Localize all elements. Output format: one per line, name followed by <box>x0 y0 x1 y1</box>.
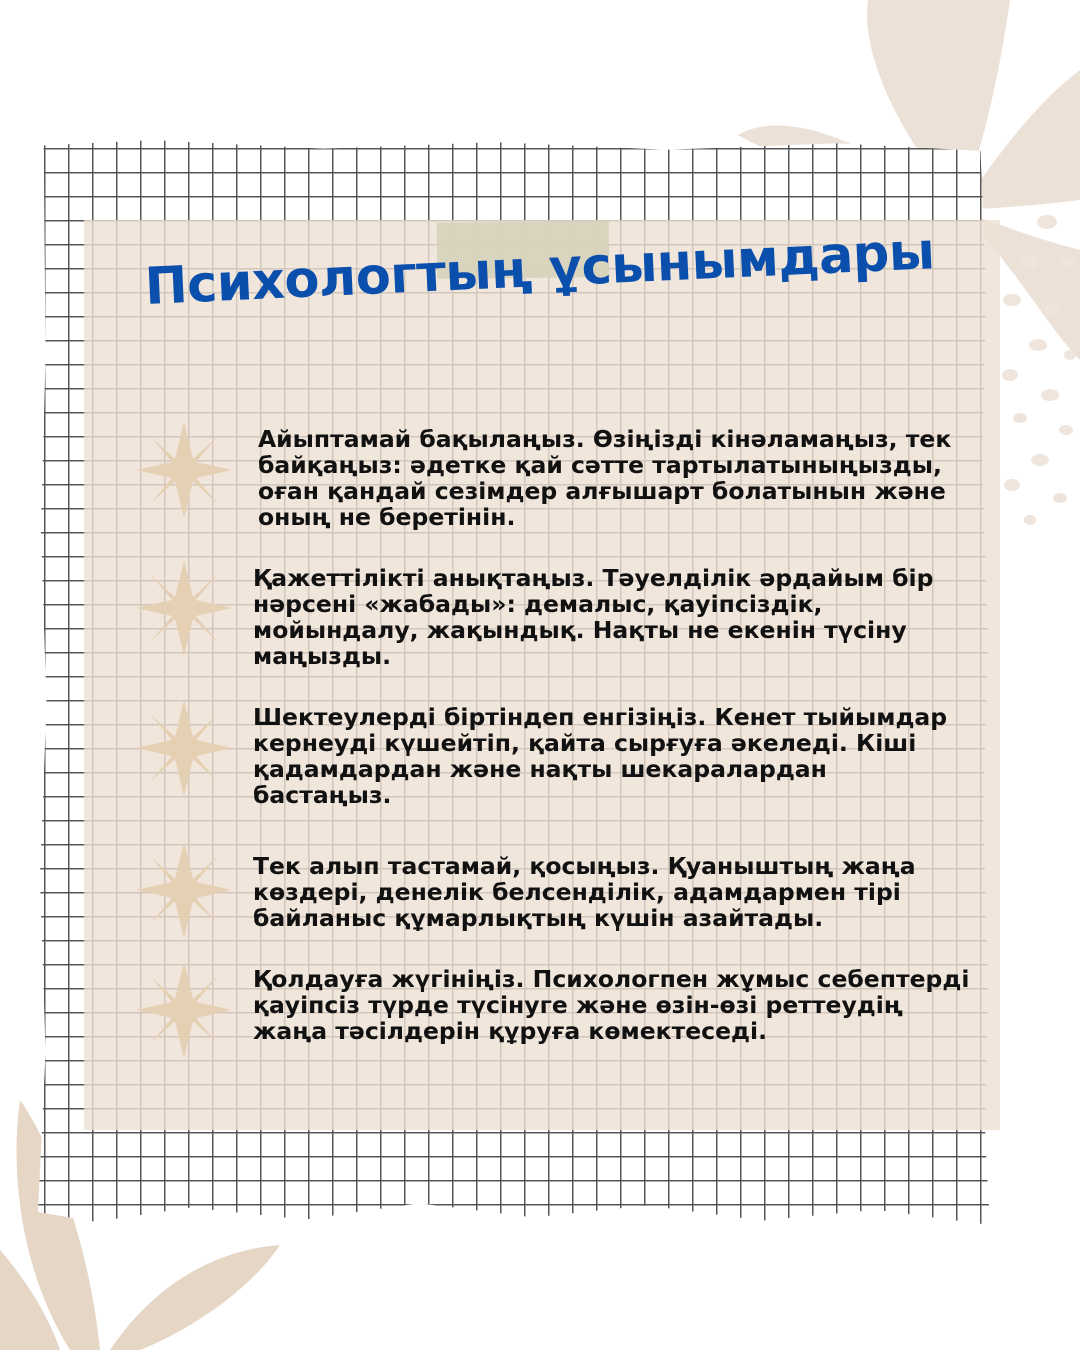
tip-paragraph: Шектеулерді біртіндеп енгізіңіз. Кенет тыйымдар кернеуді күшейтіп, қайта сырғуға әкеледі. Кіші қадамдардан және нақты шекаралардан бастаңыз. <box>253 703 948 809</box>
eight-point-star-icon <box>136 560 232 656</box>
eight-point-star-icon <box>136 962 232 1058</box>
eight-point-star-icon <box>136 700 232 796</box>
eight-point-star-icon <box>136 422 232 518</box>
tip-paragraph: Тек алып тастамай, қосыңыз. Қуаныштың жаңа көздері, денелік белсенділік, адамдармен тірі байланыс құмарлықтың күшін азайтады. <box>253 852 916 932</box>
tip-paragraph: Айыптамай бақылаңыз. Өзіңізді кінәламаңыз, тек байқаңыз: әдетке қай сәтте тартылатыныңызды, оған қандай сезімдер алғышарт болатынын және оның не беретінін. <box>258 425 952 531</box>
tip-paragraph: Қолдауға жүгініңіз. Психологпен жұмыс себептерді қауіпсіз түрде түсінуге және өзін-өзі реттеудің жаңа тәсілдерін құруға көмектеседі. <box>253 965 970 1045</box>
page-title: Психологтың ұсынымдары <box>143 222 936 317</box>
eight-point-star-icon <box>136 842 232 938</box>
tip-paragraph: Қажеттілікті анықтаңыз. Тәуелділік әрдайым бір нәрсені «жабады»: демалыс, қауіпсіздік, мойындалу, жақындық. Нақты не екенін түсіну маңызды. <box>253 564 934 670</box>
